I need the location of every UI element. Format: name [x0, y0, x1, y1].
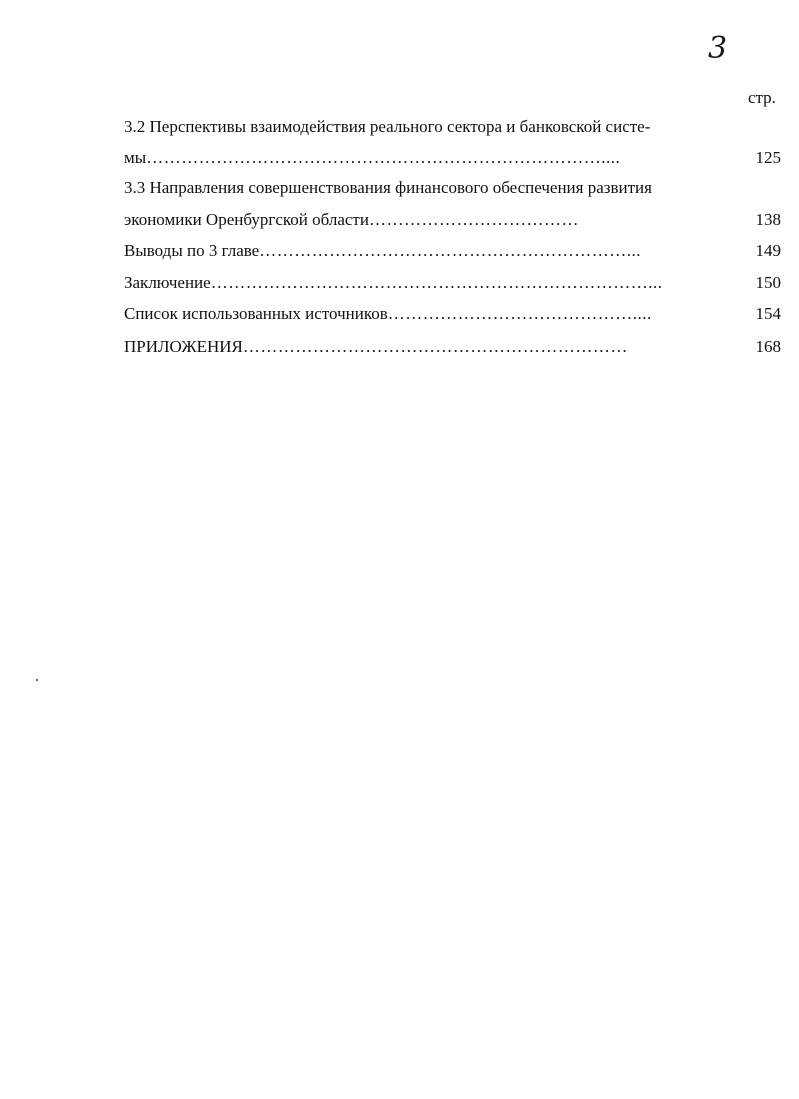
scan-speck — [36, 679, 38, 681]
toc-entry-page: 154 — [755, 304, 781, 323]
toc-entry-title: 3.3 Направления совершенствования финансового обеспечения развития — [124, 178, 652, 197]
toc-entry — [124, 240, 781, 262]
toc-leader-dots: ……………………………… — [368, 210, 579, 229]
toc-entry-title: 3.2 Перспективы взаимодействия реального сектора и банковской систе- — [124, 117, 651, 136]
toc-entry-title: Список использованных источников — [124, 304, 388, 323]
toc-entry — [124, 116, 781, 138]
toc-entry-page: 149 — [755, 241, 781, 260]
toc-entry-title: Заключение — [124, 273, 211, 292]
handwritten-page-number: 3 — [708, 31, 728, 66]
toc-leader-dots: …………………………………….... — [387, 304, 652, 323]
toc-leader-dots: ………………………………………………………... — [259, 241, 641, 260]
toc-leader-dots: …………………………………………………………………….... — [146, 148, 621, 167]
page-column-label: стр. — [748, 88, 776, 107]
toc-entry-title: экономики Оренбургской области — [124, 210, 369, 229]
toc-entry — [124, 303, 781, 325]
toc-entry-title: мы — [124, 148, 147, 167]
toc-entry-page: 138 — [755, 210, 781, 229]
toc-entry-page: 150 — [755, 273, 781, 292]
toc-leader-dots: ………………………………………………………… — [242, 337, 628, 356]
toc-entry — [124, 147, 781, 169]
toc-entry-page: 168 — [755, 337, 781, 356]
toc-entry — [124, 177, 781, 199]
toc-entry-page: 125 — [755, 148, 781, 167]
toc-entry — [124, 209, 781, 231]
toc-entry-title: ПРИЛОЖЕНИЯ — [124, 337, 243, 356]
toc-entry-title: Выводы по 3 главе — [124, 241, 260, 260]
toc-leader-dots: …………………………………………………………………... — [210, 273, 663, 292]
toc-entry — [124, 272, 781, 294]
toc-entry — [124, 336, 781, 358]
